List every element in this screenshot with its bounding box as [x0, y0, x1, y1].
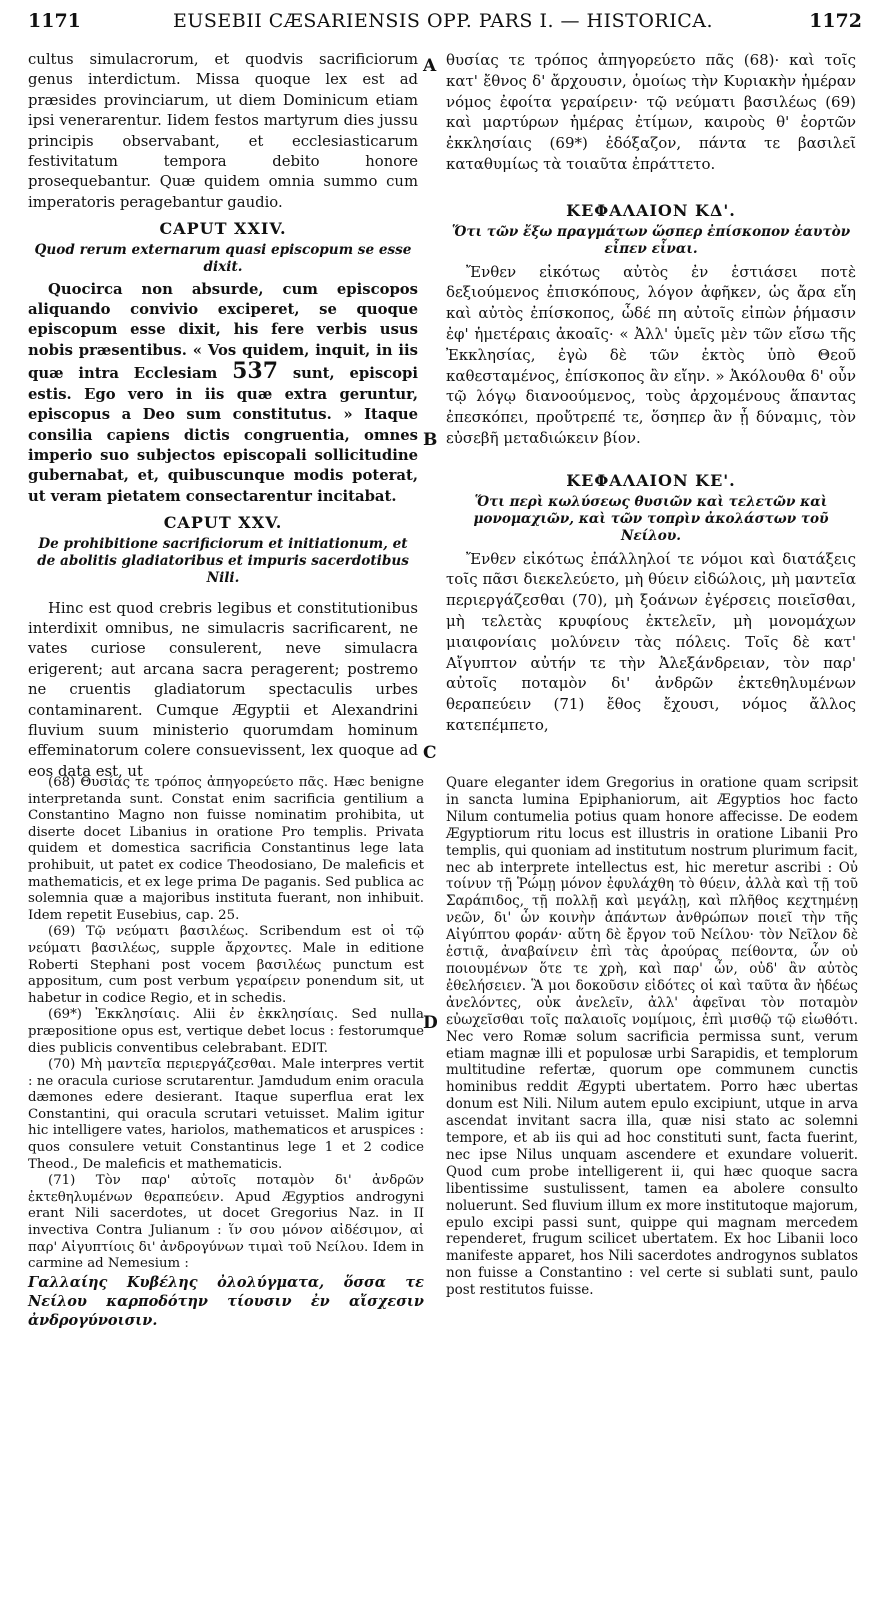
greek-paragraph: Ἔνθεν εἰκότως ἐπάλληλοί τε νόμοι καὶ διατάξεις τοῖς πᾶσι διεκελεύετο, μὴ θύειν εἰδώλοις, μὴ μαντεῖα περιεργάζεσθαι (70), μὴ ξοάνων ἐγέρσεις ποιεῖσθαι, μὴ τελετὰς κρυφίους ἐκτελεῖν, μὴ μονομάχων μιαιφονίαις μολύνειν τὰς πόλεις. Τοῖς δὲ κατ' Αἴγυπτον αὐτήν τε τὴν Ἀλεξάνδρειαν, τὸν παρ' αὐτοῖς ποταμὸν δι' ἀνδρῶν ἐκτεθηλυμένων θεραπεύειν (71) ἔθος ἔχουσι, νόμος ἄλλος κατεπέμπετο,	[446, 549, 856, 734]
chapter-heading-25: CAPUT XXV.	[163, 513, 283, 533]
latin-paragraph: Hinc est quod crebris legibus et constitutionibus interdixit omnibus, ne simulacris sacrificarent, ne vates curiose consulerent, neve simulacra erigerent; aut arcana sacra peragerent; postremo ne cruentis gladiatorum spectaculis urbes contaminarent. Cumque Ægyptii et Alexandrini fluvium suum ministerio quorumdam hominum effeminatorum colere consuevissent, lex quoque ad eos data est, ut	[28, 599, 418, 780]
running-header	[0, 0, 886, 40]
page-number-left: 1171	[28, 10, 81, 32]
chapter-title-25: De prohibitione sacrificiorum et initiationum, et de abolitis gladiatoribus et impuris sacerdotibus Nili.	[37, 535, 409, 586]
latin-paragraph	[28, 280, 418, 507]
greek-chapter-title-25: Ὅτι περὶ κωλύσεως θυσιῶν καὶ τελετῶν καὶ μονομαχιῶν, καὶ τῶν τοπρὶν ἀκολάστων τοῦ Νείλου.	[473, 493, 829, 544]
greek-paragraph: θυσίας τε τρόπος ἀπηγορεύετο πᾶς (68)· καὶ τοῖς κατ' ἔθνος δ' ἄρχουσιν, ὁμοίως τὴν Κυριακὴν ἡμέραν νόμος ἐφοίτα γεραίρειν· τῷ νεύματι βασιλέως (69) καὶ μαρτύρων ἡμέρας ἐτίμων, καιροὺς θ' ἑορτῶν ἐκκλησίαις (69*) ἐδόξαζον, πάντα τε βασιλεῖ καταθυμίως τὰ τοιαῦτα ἐπράττετο.	[446, 51, 856, 173]
margin-mark-d: D	[423, 1013, 438, 1033]
greek-chapter-heading-24: ΚΕΦΑΛΑΙΟΝ ΚΔ'.	[566, 200, 736, 220]
greek-chapter-heading-25: ΚΕΦΑΛΑΙΟΝ ΚΕ'.	[566, 470, 736, 490]
marginal-number: 537	[232, 358, 279, 385]
notes-left-column	[28, 775, 424, 1435]
latin-column	[28, 50, 419, 780]
footnote-continuation: Quare eleganter idem Gregorius in oratione quam scripsit in sancta lumina Epiphaniorum, ait Ægyptios hoc facto Nilum contumelia potius quam honore affecisse. De eodem Ægyptiorum ritu locus est illustris in oratione Libanii Pro templis, qui quoniam ad institutum nostrum plurimum facit, nec ab interprete intellectus est, hic meretur ascribi : Οὐ τοίνυν τῇ Ῥώμῃ μόνον ἐφυλάχθη τὸ θύειν, ἀλλὰ καὶ τῇ τοῦ Σαράπιδος, τῇ πολλῇ καὶ μεγάλῃ, καὶ πλῆθος κεχτημένῃ νεῶν, δι' ὧν κοινὴν ἁπάντων ἀνθρώπων ποιεῖ τὴν τῆς Αἰγύπτου φοράν· αὕτη δὲ ἔργον τοῦ Νείλου· τὸν Νεῖλον δὲ ἑστιᾷ, ἀναβαίνειν ἐπὶ τὰς ἀρούρας πείθοντα, ὧν οὐ ποιουμένων ὅτε τε χρὴ, καὶ παρ' ὧν, οὐδ' ἂν αὐτὸς ἐθελήσειεν. Ἃ μοι δοκοῦσιν εἰδότες οἱ καὶ ταῦτα ἂν ἡδέως ἀνελόντες, οὐκ ἀνελεῖν, ἀλλ' ἀφεῖναι τὸν ποταμὸν εὐωχεῖσθαι τοῖς παλαιοῖς νομίμοις, ἐπὶ μισθῷ τῷ εἰωθότι. Nec vero Romæ solum sacrificia permissa sunt, verum etiam magnæ illi et populosæ urbi Sarapidis, et templorum multitudine refertæ, quorum ope communem cunctis hominibus reddit Ægypti ubertatem. Porro hæc ubertas donum est Nili. Nilum autem epulo excipiunt, utque in arva ascendat invitant sacra illa, quæ nisi stato ac solemni tempore, et ab iis qui ad hoc constituti sunt, facta fuerint, nec ipse Nilus unquam ascendere et exundare voluerit. Quod cum probe intelligerent ii, qui hæc quoque sacra libentissime sustulissent, tamen ea abolere consulto noluerunt. Sed fluvium illum ex more institutoque majorum, epulo excipi passi sunt, quippe qui magnam mercedem rependeret, frugum scilicet ubertatem. Ex hoc Libanii loco manifeste apparet, hos Nili sacerdotes androgynos sublatos non fuisse a Constantino : vel certe si sublati sunt, paulo post restitutos fuisse.	[446, 775, 858, 1299]
verse-quotation: Γαλλαίης Κυβέλης ὀλολύγματα, ὅσσα τε Νείλου καρποδότην τίουσιν ἐν αἴσχεσιν ἀνδρογύνοισιν.	[28, 1273, 424, 1329]
latin-paragraph: cultus simulacrorum, et quodvis sacrificiorum genus interdictum. Missa quoque lex est ad præsides provinciarum, ut diem Dominicum etiam ipsi venerarentur. Iidem festos martyrum dies jussu principis observabant, et ecclesiasticarum festivitatum tempora debito honore prosequebantur. Quæ quidem omnia summo cum imperatoris peragebantur gaudio.	[28, 51, 418, 211]
notes-right-column	[446, 775, 858, 1435]
footnote-69-star: (69*) Ἐκκλησίαις. Alii ἐν ἐκκλησίαις. Sed nulla præpositione opus est, vertique debet locus : festorumque dies publicis conventibus celebrabant. EDIT.	[28, 1007, 424, 1056]
margin-mark-b: B	[423, 430, 438, 450]
greek-chapter-title-24: Ὅτι τῶν ἔξω πραγμάτων ὥσπερ ἐπίσκοπον ἑαυτὸν εἶπεν εἶναι.	[451, 223, 851, 257]
footnote-68: (68) Θυσίας τε τρόπος ἀπηγορεύετο πᾶς. Hæc benigne interpretanda sunt. Constat enim sacrificia gentilium a Constantino Magno non fuisse nominatim prohibita, ut diserte docet Libanius in oratione Pro templis. Privata quidem et domestica sacrificia Constantinus lege lata prohibuit, ut patet ex codice Theodosiano, De maleficis et mathematicis, et ex lege prima De paganis. Sed publica ac solemnia quæ a majoribus instituta fuerant, non inhibuit. Idem repetit Eusebius, cap. 25.	[28, 775, 424, 923]
margin-mark-c: C	[423, 743, 437, 763]
latin-text: sunt, episcopi estis. Ego vero in iis quæ extra geruntur, episcopus a Deo sum constitutus. » Itaque consilia capiens dictis congruentia, omnes imperio suo subjectos episcopali sollicitudine gubernabat, et, quibuscunque modis poterat, ut veram pietatem consectarentur incitabat.	[28, 365, 419, 505]
chapter-heading-24: CAPUT XXIV.	[159, 219, 287, 239]
greek-column	[446, 50, 856, 770]
latin-text: Quocirca non absurde, cum episcopos aliquando convivio exciperet, se quoque episcopum esse dixit, his fere verbis usus nobis præsentibus. « Vos quidem, inquit, in iis quæ intra Ecclesiam	[28, 280, 418, 383]
footnote-71: (71) Τὸν παρ' αὐτοῖς ποταμὸν δι' ἀνδρῶν ἐκτεθηλυμένων θεραπεύειν. Apud Ægyptios androgyni erant Nili sacerdotes, ut docet Gregorius Naz. in II invectiva Contra Julianum : ἵν σου μόνον αἰδέσιμον, αἱ παρ' Αἰγυπτίοις δι' ἀνδρογύνων τιμαὶ τοῦ Νείλου. Idem in carmine ad Nemesium :	[28, 1173, 424, 1272]
footnote-69: (69) Τῷ νεύματι βασιλέως. Scribendum est οἱ τῷ νεύματι βασιλέως, supple ἄρχοντες. Male in editione Roberti Stephani post vocem βασιλέως punctum est appositum, cum post verbum γεραίρειν ponendum sit, ut habetur in codice Regio, et in schedis.	[28, 924, 424, 1006]
chapter-title-24: Quod rerum externarum quasi episcopum se esse dixit.	[34, 241, 412, 275]
greek-paragraph: Ἔνθεν εἰκότως αὐτὸς ἐν ἑστιάσει ποτὲ δεξιούμενος ἐπισκόπους, λόγον ἀφῆκεν, ὡς ἄρα εἴη καὶ αὐτὸς ἐπίσκοπος, ὧδέ πη αὐτοῖς εἰπὼν ῥήμασιν ἐφ' ἡμετέραις ἀκοαῖς· « Ἀλλ' ὑμεῖς μὲν τῶν εἴσω τῆς Ἐκκλησίας, ἐγὼ δὲ τῶν ἐκτὸς ὑπὸ Θεοῦ καθεσταμένος, ἐπίσκοπος ἂν εἴην. » Ἀκόλουθα δ' οὖν τῷ λόγῳ διανοούμενος, τοὺς ἀρχομένους ἅπαντας ἐπεσκόπει, προὔτρεπέ τε, ὅσηπερ ἂν ᾖ δύναμις, τὸν εὐσεβῆ μεταδιώκειν βίον.	[446, 262, 856, 447]
margin-mark-a: A	[423, 56, 437, 76]
running-title: EUSEBII CÆSARIENSIS OPP. PARS I. — HISTORICA.	[172, 10, 714, 32]
page-number-right: 1172	[809, 10, 862, 32]
footnote-70: (70) Μὴ μαντεῖα περιεργάζεσθαι. Male interpres vertit : ne oracula curiose scrutarentur. Jamdudum enim oracula dæmones edere desierant. Itaque superflua erat lex Constantini, qui oracula scrutari vetuisset. Malim igitur hic intelligere vates, hariolos, mathematicos et aruspices : quos consulere vetuit Constantinus lege 1 et 2 codice Theod., De maleficis et mathematicis.	[28, 1057, 424, 1172]
